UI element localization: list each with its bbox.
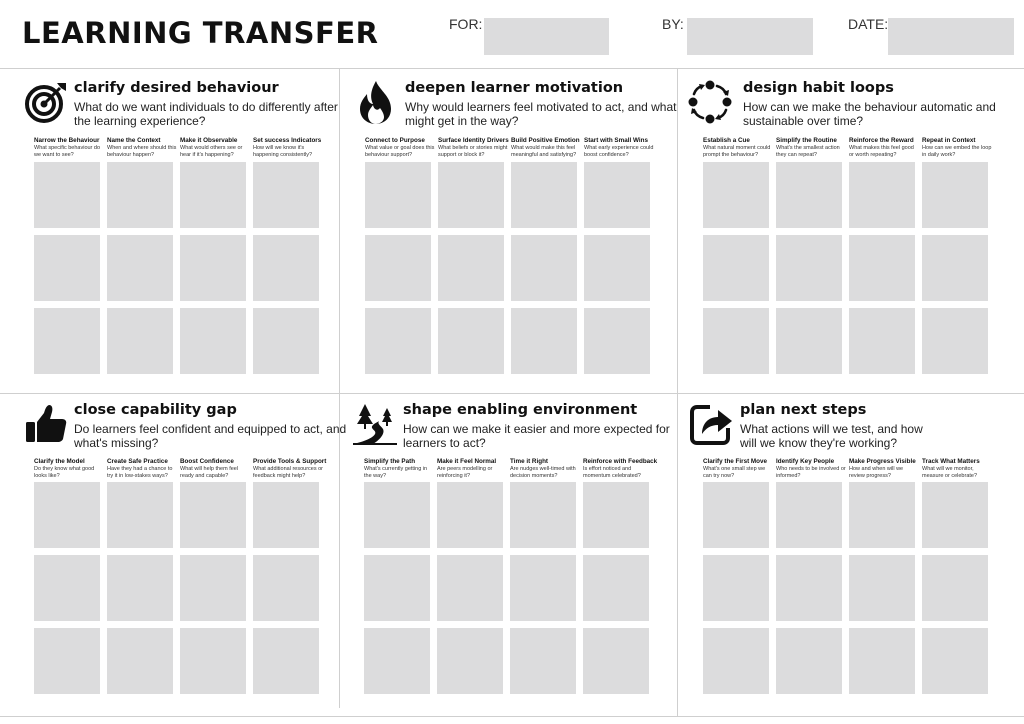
column-subtitle: How will we know it's happening consistently? [253, 145, 313, 158]
share-arrow-icon [690, 402, 734, 446]
column-subtitle: What value or goal does this behaviour support? [365, 145, 435, 158]
column-title: Make it Observable [180, 137, 238, 144]
input-cell[interactable] [849, 162, 915, 228]
column-title: Repeat in Context [922, 137, 976, 144]
column-header [438, 137, 509, 158]
column-header [849, 458, 915, 479]
input-cell[interactable] [703, 235, 769, 301]
column-subtitle: Is effort noticed and momentum celebrated? [583, 466, 641, 479]
thumbs-up-icon [24, 402, 68, 446]
path-trees-icon [353, 402, 397, 446]
input-cell[interactable] [107, 628, 173, 694]
column-header [34, 458, 100, 479]
input-cell[interactable] [34, 555, 100, 621]
input-cell[interactable] [922, 162, 988, 228]
input-cell[interactable] [776, 308, 842, 374]
input-cell[interactable] [364, 555, 430, 621]
column-title: Name the Context [107, 137, 161, 144]
column-header [703, 458, 769, 479]
input-cell[interactable] [438, 308, 504, 374]
panel-question: Why would learners feel motivated to act, and what might get in the way? [405, 100, 677, 128]
input-cell[interactable] [107, 555, 173, 621]
input-cell[interactable] [180, 628, 246, 694]
input-cell[interactable] [583, 482, 649, 548]
input-cell[interactable] [253, 162, 319, 228]
panel-deepen-learner-motivation [355, 80, 685, 398]
by-label: BY: [662, 16, 684, 32]
column-title: Track What Matters [922, 458, 980, 465]
column-header [703, 137, 769, 158]
column-header [510, 458, 576, 479]
column-subtitle: What will we monitor, measure or celebrate? [922, 466, 978, 479]
column-title: Build Positive Emotion [511, 137, 580, 144]
input-cell[interactable] [253, 308, 319, 374]
for-label: FOR: [449, 16, 483, 32]
input-cell[interactable] [107, 162, 173, 228]
column-subtitle: Are peers modelling or reinforcing it? [437, 466, 493, 479]
column-title: Simplify the Routine [776, 137, 837, 144]
flame-icon [355, 80, 399, 124]
column-title: Boost Confidence [180, 458, 234, 465]
input-cell[interactable] [510, 482, 576, 548]
input-cell[interactable] [511, 308, 577, 374]
column-header [365, 137, 435, 158]
column-header [34, 137, 100, 158]
column-title: Time it Right [510, 458, 549, 465]
input-cell[interactable] [34, 235, 100, 301]
column-title: Identify Key People [776, 458, 835, 465]
input-cell[interactable] [849, 482, 915, 548]
input-cell[interactable] [253, 235, 319, 301]
input-cell[interactable] [922, 555, 988, 621]
column-subtitle: What would others see or hear if it's happening? [180, 145, 243, 158]
column-subtitle: When and where should this behaviour happen? [107, 145, 177, 158]
input-cell[interactable] [180, 482, 246, 548]
input-cell[interactable] [438, 162, 504, 228]
column-header [511, 137, 580, 158]
panel-title: shape enabling environment [403, 402, 638, 418]
input-cell[interactable] [437, 555, 503, 621]
column-header [849, 137, 915, 158]
panel-title: deepen learner motivation [405, 80, 624, 96]
column-title: Reinforce the Reward [849, 137, 914, 144]
for-field[interactable] [484, 18, 609, 55]
input-cell[interactable] [364, 482, 430, 548]
input-cell[interactable] [34, 162, 100, 228]
panel-question: What do we want individuals to do differently after the learning experience? [74, 100, 338, 128]
panel-title: plan next steps [740, 402, 867, 418]
input-cell[interactable] [776, 162, 842, 228]
column-subtitle: What early experience could boost confidence? [584, 145, 654, 158]
panel-close-capability-gap [24, 402, 354, 720]
target-icon [24, 80, 68, 124]
column-subtitle: What's one small step we can try now? [703, 466, 766, 479]
input-cell[interactable] [583, 628, 649, 694]
input-cell[interactable] [107, 308, 173, 374]
column-header [107, 458, 173, 479]
input-cell[interactable] [584, 162, 650, 228]
column-subtitle: How can we embed the loop in daily work? [922, 145, 992, 158]
column-header [364, 458, 430, 479]
input-cell[interactable] [253, 628, 319, 694]
column-header [583, 458, 658, 479]
input-cell[interactable] [511, 235, 577, 301]
column-subtitle: What would make this feel meaningful and satisfying? [511, 145, 577, 158]
panel-plan-next-steps [690, 402, 1020, 720]
column-subtitle: How and when will we review progress? [849, 466, 904, 479]
column-title: Narrow the Behaviour [34, 137, 100, 144]
panel-title: close capability gap [74, 402, 237, 418]
input-cell[interactable] [438, 235, 504, 301]
cycle-icon [688, 80, 732, 124]
column-header [180, 458, 246, 479]
input-cell[interactable] [180, 555, 246, 621]
column-header [922, 458, 988, 479]
column-subtitle: Do they know what good looks like? [34, 466, 95, 479]
panel-design-habit-loops [688, 80, 1018, 398]
input-cell[interactable] [511, 162, 577, 228]
panel-question: How can we make it easier and more expected for learners to act? [403, 422, 670, 450]
panel-question: What actions will we test, and how will we know they're working? [740, 422, 923, 450]
column-subtitle: Have they had a chance to try it in low-stakes ways? [107, 466, 173, 479]
input-cell[interactable] [34, 628, 100, 694]
column-header [180, 137, 246, 158]
input-cell[interactable] [365, 308, 431, 374]
column-subtitle: What additional resources or feedback might help? [253, 466, 324, 479]
input-cell[interactable] [776, 628, 842, 694]
input-cell[interactable] [364, 628, 430, 694]
panel-clarify-desired-behaviour [24, 80, 354, 398]
column-title: Make Progress Visible [849, 458, 916, 465]
input-cell[interactable] [107, 482, 173, 548]
input-cell[interactable] [583, 555, 649, 621]
input-cell[interactable] [849, 308, 915, 374]
panel-question: Do learners feel confident and equipped to act, and what's missing? [74, 422, 347, 450]
header-divider [0, 68, 1024, 69]
column-title: Set success Indicators [253, 137, 322, 144]
column-subtitle: What beliefs or stories might support or block it? [438, 145, 508, 158]
input-cell[interactable] [922, 482, 988, 548]
input-cell[interactable] [703, 555, 769, 621]
column-title: Start with Small Wins [584, 137, 648, 144]
column-header [776, 137, 842, 158]
input-cell[interactable] [34, 308, 100, 374]
panel-question: How can we make the behaviour automatic and sustainable over time? [743, 100, 996, 128]
column-title: Establish a Cue [703, 137, 750, 144]
input-cell[interactable] [776, 555, 842, 621]
input-cell[interactable] [584, 308, 650, 374]
input-cell[interactable] [922, 235, 988, 301]
input-cell[interactable] [584, 235, 650, 301]
date-field[interactable] [888, 18, 1014, 55]
input-cell[interactable] [180, 162, 246, 228]
input-cell[interactable] [703, 162, 769, 228]
input-cell[interactable] [776, 235, 842, 301]
column-title: Provide Tools & Support [253, 458, 327, 465]
input-cell[interactable] [510, 555, 576, 621]
date-label: DATE: [848, 16, 889, 32]
column-header [437, 458, 503, 479]
input-cell[interactable] [922, 628, 988, 694]
input-cell[interactable] [703, 308, 769, 374]
column-subtitle: What's the smallest action they can repeat? [776, 145, 840, 158]
input-cell[interactable] [107, 235, 173, 301]
column-subtitle: What will help them feel ready and capable? [180, 466, 239, 479]
column-subtitle: Who needs to be involved or informed? [776, 466, 846, 479]
input-cell[interactable] [437, 482, 503, 548]
column-subtitle: What natural moment could prompt the behaviour? [703, 145, 771, 158]
panel-title: clarify desired behaviour [74, 80, 279, 96]
input-cell[interactable] [365, 162, 431, 228]
input-cell[interactable] [180, 308, 246, 374]
input-cell[interactable] [703, 482, 769, 548]
input-cell[interactable] [849, 235, 915, 301]
column-header [253, 458, 327, 479]
input-cell[interactable] [180, 235, 246, 301]
input-cell[interactable] [703, 628, 769, 694]
column-subtitle: Are nudges well-timed with decision moments? [510, 466, 576, 479]
input-cell[interactable] [510, 628, 576, 694]
input-cell[interactable] [253, 555, 319, 621]
by-field[interactable] [687, 18, 813, 55]
input-cell[interactable] [922, 308, 988, 374]
column-title: Reinforce with Feedback [583, 458, 658, 465]
column-header [776, 458, 846, 479]
input-cell[interactable] [34, 482, 100, 548]
column-header [922, 137, 992, 158]
column-title: Simplify the Path [364, 458, 416, 465]
input-cell[interactable] [776, 482, 842, 548]
column-header [253, 137, 322, 158]
page-title: LEARNING TRANSFER [22, 16, 379, 50]
column-title: Clarify the First Move [703, 458, 768, 465]
input-cell[interactable] [365, 235, 431, 301]
column-title: Create Safe Practice [107, 458, 168, 465]
panel-title: design habit loops [743, 80, 894, 96]
column-title: Surface Identity Drivers [438, 137, 509, 144]
column-header [584, 137, 654, 158]
input-cell[interactable] [437, 628, 503, 694]
column-subtitle: What makes this feel good or worth repeating? [849, 145, 914, 158]
column-subtitle: What's currently getting in the way? [364, 466, 428, 479]
column-title: Make it Feel Normal [437, 458, 497, 465]
column-title: Connect to Purpose [365, 137, 425, 144]
input-cell[interactable] [849, 628, 915, 694]
column-title: Clarify the Model [34, 458, 85, 465]
input-cell[interactable] [253, 482, 319, 548]
panel-shape-enabling-environment [353, 402, 683, 720]
column-subtitle: What specific behaviour do we want to see? [34, 145, 101, 158]
input-cell[interactable] [849, 555, 915, 621]
column-header [107, 137, 177, 158]
